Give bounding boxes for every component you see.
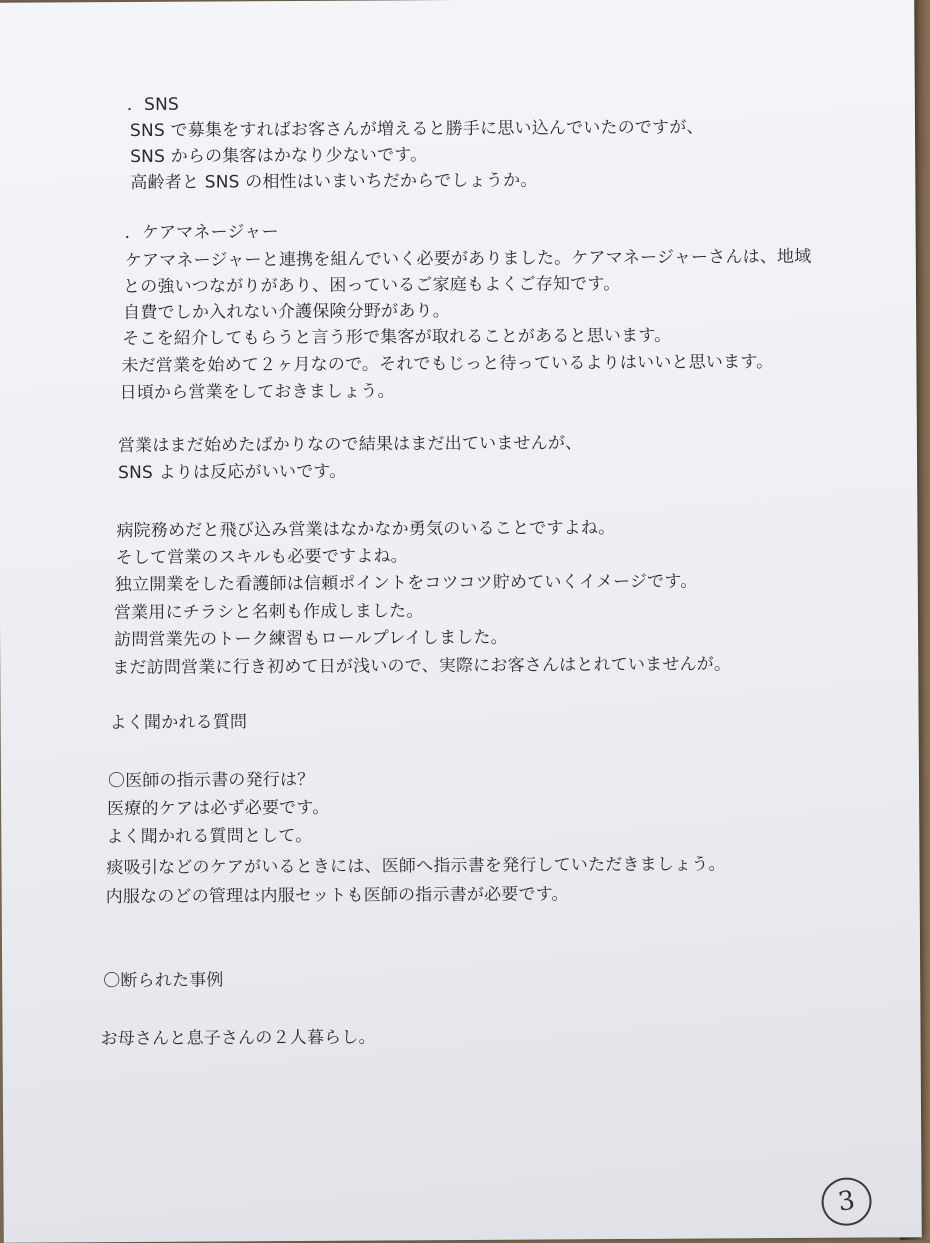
heading-faq: よく聞かれる質問 [109, 712, 248, 734]
heading-declined-case: 〇断られた事例 [103, 970, 224, 992]
text-line: 高齢者と SNS の相性はいまいちだからでしょうか。 [130, 170, 538, 194]
text-line: 内服なのどの管理は内服セットも医師の指示書が必要です。 [105, 884, 569, 908]
text-line: まだ訪問営業に行き初めて日が浅いので、実際にお客さんはとれていませんが。 [112, 654, 732, 679]
text-line: との強いつながりがあり、困っているご家庭もよくご存知です。 [122, 274, 621, 298]
text-line: SNS よりは反応がいいです。 [118, 461, 347, 484]
text-line: 日頃から営業をしておきましょう。 [119, 381, 395, 404]
text-line: 未だ営業を始めて２ヶ月なので。それでもじっと待っているよりはいいと思います。 [121, 352, 774, 377]
text-line: SNS からの集客はかなり少ないです。 [130, 145, 428, 168]
text-line: ケアマネージャーと連携を組んでいく必要がありました。ケアマネージャーさんは、地域 [124, 246, 812, 272]
text-line: 医療的ケアは必ず必要です。 [107, 797, 330, 820]
page-number: 3 [818, 1174, 874, 1229]
text-line: そして営業のスキルも必要ですよね。 [115, 546, 408, 569]
text-line: 営業用にチラシと名刺も作成しました。 [113, 601, 424, 624]
text-line: 自費でしか入れない介護保険分野があり。 [123, 301, 450, 324]
text-line: SNS で募集をすればお客さんが増えると勝手に思い込んでいたのですが、 [129, 117, 704, 142]
text-line: そこを紹介してもらうと言う形で集客が取れることがあると思います。 [122, 325, 672, 350]
text-line: 訪問営業先のトーク練習もロールプレイしました。 [114, 627, 508, 651]
text-line: 痰吸引などのケアがいるときには、医師へ指示書を発行していただきましょう。 [106, 854, 726, 879]
text-line: よく聞かれる質問として。 [106, 825, 313, 848]
question-line: 〇医師の指示書の発行は？ [107, 769, 315, 792]
text-line: 営業はまだ始めたばかりなので結果はまだ出ていませんが、 [117, 433, 583, 457]
text-line: お母さんと息子さんの２人暮らし。 [100, 1027, 376, 1050]
heading-sns: ．SNS [126, 94, 180, 116]
text-line: 独立開業をした看護師は信頼ポイントをコツコツ貯めていくイメージです。 [114, 571, 698, 596]
text-line: 病院務めだと飛び込み営業はなかなか勇気のいることですよね。 [116, 518, 616, 542]
heading-care-manager: ．ケアマネージャー [124, 222, 279, 244]
